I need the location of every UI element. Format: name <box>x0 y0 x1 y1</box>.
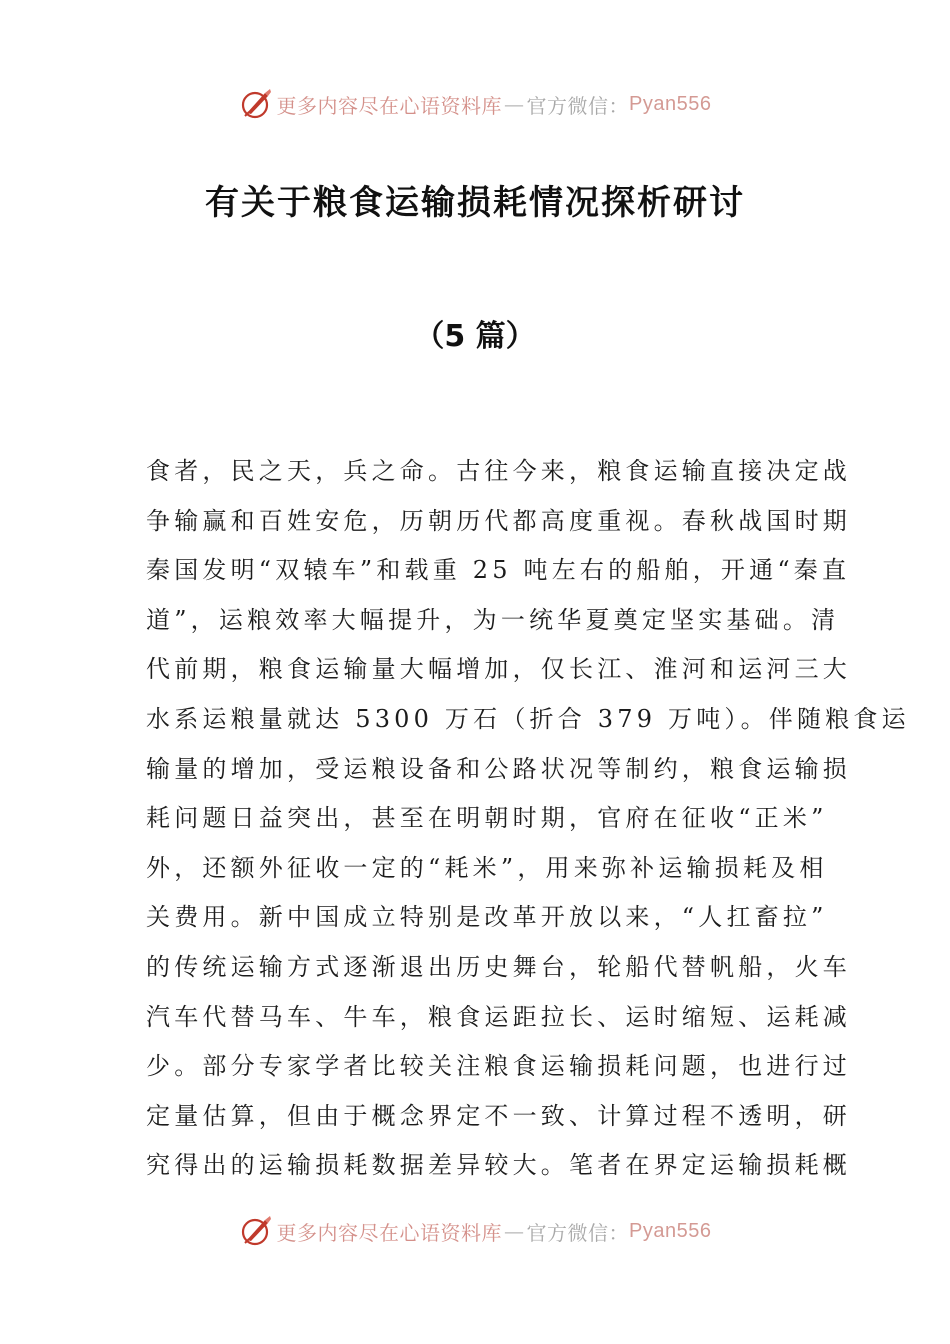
body-line: 究得出的运输损耗数据差异较大。笔者在界定运输损耗概 <box>146 1151 851 1180</box>
banner-wechat-id: Pyan556 <box>629 1219 712 1242</box>
body-line: 水系运粮量就达 5300 万石（折合 379 万吨）。伴随粮食运 <box>146 704 910 733</box>
banner-dash: — <box>504 92 525 116</box>
quill-pen-logo-icon <box>239 1214 273 1248</box>
body-line: 耗问题日益突出，甚至在明朝时期，官府在征收“正米” <box>146 804 828 833</box>
banner-official-label: 官方微信： <box>526 1220 630 1245</box>
body-line: 代前期，粮食运输量大幅增加，仅长江、淮河和运河三大 <box>146 655 851 684</box>
banner-dash: — <box>504 1219 525 1243</box>
body-line: 少。部分专家学者比较关注粮食运输损耗问题，也进行过 <box>146 1052 851 1081</box>
banner-brand-text: 更多内容尽在心语资料库 <box>276 93 503 118</box>
body-paragraph <box>146 447 910 1191</box>
body-line: 食者，民之天，兵之命。古往今来，粮食运输直接决定战 <box>146 457 851 485</box>
body-line: 汽车代替马车、牛车，粮食运距拉长、运时缩短、运耗减 <box>146 1002 851 1031</box>
banner-wechat-id: Pyan556 <box>629 92 712 115</box>
document-title: 有关于粮食运输损耗情况探析研讨 <box>205 183 745 223</box>
body-line: 外，还额外征收一定的“耗米”，用来弥补运输损耗及相 <box>146 853 828 882</box>
document-subtitle: （5 篇） <box>414 319 536 354</box>
header-banner <box>0 84 950 124</box>
body-line: 道”，运粮效率大幅提升，为一统华夏奠定坚实基础。清 <box>146 605 840 634</box>
banner-official-label: 官方微信： <box>526 93 630 118</box>
footer-banner <box>0 1211 950 1251</box>
body-line: 关费用。新中国成立特别是改革开放以来，“人扛畜拉” <box>146 903 828 932</box>
body-line: 的传统运输方式逐渐退出历史舞台，轮船代替帆船，火车 <box>146 952 851 981</box>
body-line: 秦国发明“双辕车”和载重 25 吨左右的船舶，开通“秦直 <box>146 556 851 585</box>
quill-pen-logo-icon <box>239 87 273 121</box>
body-line: 定量估算，但由于概念界定不一致、计算过程不透明，研 <box>146 1101 851 1130</box>
body-line: 输量的增加，受运粮设备和公路状况等制约，粮食运输损 <box>146 754 851 783</box>
banner-brand-text: 更多内容尽在心语资料库 <box>276 1220 503 1245</box>
body-line: 争输赢和百姓安危，历朝历代都高度重视。春秋战国时期 <box>146 506 851 535</box>
